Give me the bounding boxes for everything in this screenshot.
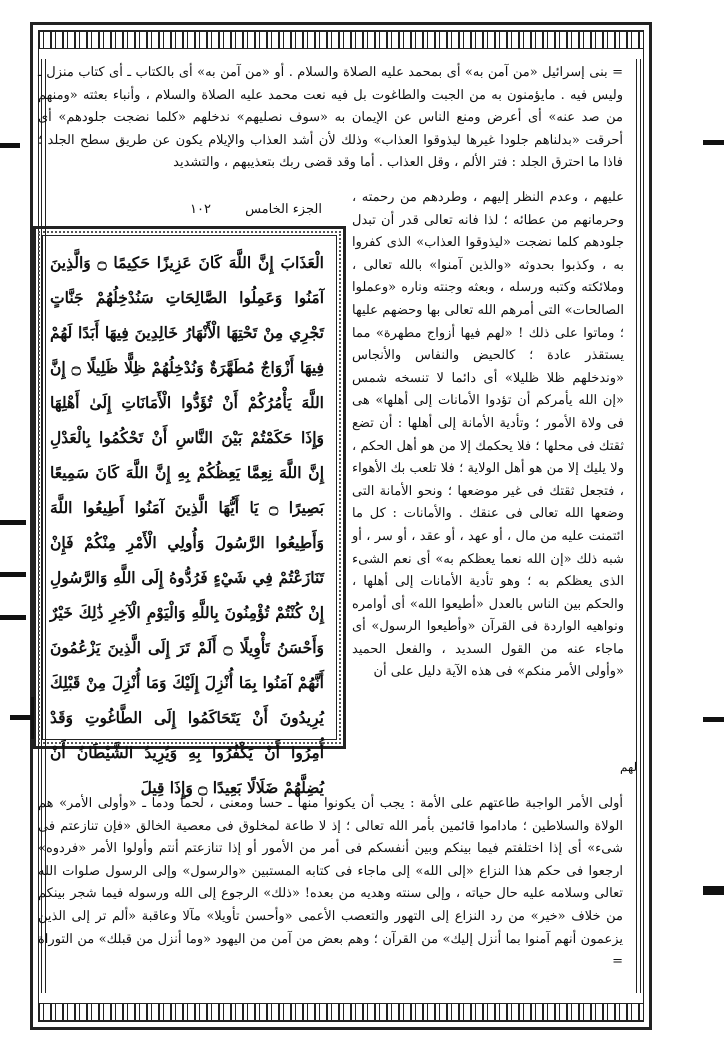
- page-number: ١٠٢: [190, 202, 211, 217]
- margin-marker-2: [0, 520, 26, 525]
- commentary-side: [352, 187, 624, 684]
- margin-marker-6: [703, 717, 724, 722]
- bottom-ornamental-border: [38, 1003, 644, 1021]
- commentary-bottom-text: أولى الأمر الواجبة طاعتهم على الأمة : يجب أن يكونوا منها ـ حسا ومعنى ، لحما ودما ـ «وأولى الأمر» هم الولاة والسلاطين ؛ ماداموا قائمين بأمر الله تعالى ؛ إذ لا طاعة لمخلوق فى معصية الخالق «فإن تنازعتم فى شىء» أى إذا اختلفتم فيما بينكم وبين أنفسكم فى أمر من الأمور أو إذا تنازعتم أنتم وأولوا الأمر «فردوه» ارجعوا فى حكم هذا النزاع «إلى الله» إلى ماجاء فى كتابه المستبين «والرسول» وإلى الرسول صلوات الله تعالى وسلامه عليه حال حياته ، وإلى سنته وهديه من بعده! «ذلك» الرجوع إلى الله ورسوله فيما شجر بينكم من خلاف «خير» من رد النزاع إلى التهور والتعصب الأعمى «وأحسن تأويلا» مآلا وعاقبة «ألم تر إلى الذين يزعمون أنهم آمنوا بما أنزل إليك» من القرآن ؛ وهم بعض من آمن من اليهود «وما أنزل من قبلك» من التوراة =: [38, 796, 623, 970]
- margin-marker-4: [0, 615, 26, 620]
- top-ornamental-border: [38, 31, 644, 49]
- margin-marker-1: [0, 143, 20, 148]
- margin-marker-7: [703, 886, 724, 895]
- margin-note: لهم: [620, 760, 638, 774]
- page-header: [160, 202, 322, 217]
- commentary-top-text: = بنى إسرائيل «من آمن به» أى بمحمد عليه الصلاة والسلام . أو «من آمن به» أى بالكتاب ـ أى كتاب منزل ـ وليس فيه . مايؤمنون به من الجبت والطاغوت بل فيه نعت محمد عليه الصلاة والسلام ، وأنباء بعثته «ومنهم من صد عنه» أى أعرض ومنع الناس عن الإيمان به «سوف نصليهم» ندخلهم «كلما نضجت جلودهم» أى أحرقت «بدلناهم جلودا غيرها ليذوقوا العذاب» وذلك لأن أشد العذاب والإيلام يكون عن طريق سطح الجلد ؛ فاذا ما احترق الجلد : فتر الألم ، وقل العذاب . أما وقد قضى ربك بتعذيبهم ، والتشديد: [38, 65, 623, 171]
- margin-marker-3: [0, 572, 26, 577]
- part-title: الجزء الخامس: [245, 202, 322, 217]
- right-ornamental-border: [636, 59, 641, 993]
- commentary-side-text: عليهم ، وعدم النظر إليهم ، وطردهم من رحمته ، وحرمانهم من عطائه ؛ لذا فانه تعالى قدر أن تبدل جلودهم كلما نضجت «ليذوقوا العذاب» الذى كفروا به ، وكذبوا بحدوثه «والذين آمنوا» بالله تعالى ، وملائكته وكتبه ورسله ، وبعثه وجنته وناره «وعملوا الصالحات» التى أمرهم الله تعالى بها وحضهم عليها ؛ وماتوا على ذلك ! «لهم فيها أزواج مطهرة» مما يستقذر عادة ؛ كالحيض والنفاس والأنجاس «وندخلهم ظلا ظليلا» أى دائما لا تنسخه شمس «إن الله يأمركم أن تؤدوا الأمانات إلى أهلها» هى فى ولاة الأمور ؛ وتأدية الأمانة إلى أهلها : أن تضع ثقتك فى محلها ؛ فلا يحكمك إلا من هو أهل الحكم ، ولا يليك إلا من هو أهل الولاية ؛ فلا تلعب بك الأهواء ، فتجعل ثقتك فى غير موضعها ؛ ونحو الأمانة التى وضعها الله تعالى فى عنقك . والأمانات : كل ما ائتمنت عليه من مال ، أو عهد ، أو عقد ، أو سر ، أو شبه ذلك «إن الله نعما يعظكم به» أى نعم الشىء الذى يعظكم به ؛ وهو تأدية الأمانات إلى أهلها ، والحكم بين الناس بالعدل «أطيعوا الله» أى أوامره ونواهيه الواردة فى القرآن «وأطيعوا الرسول» أى ماجاء عنه من القول السديد ، والفعل الحميد «وأولى الأمر منكم» فى هذه الآية دليل على أن: [352, 190, 624, 680]
- commentary-top: [38, 62, 623, 175]
- quran-verses: الْعَذَابَ إِنَّ اللَّهَ كَانَ عَزِيزًا حَكِيمًا ۝ وَالَّذِينَ آمَنُوا وَعَمِلُوا الصَّالِحَاتِ سَنُدْخِلُهُمْ جَنَّاتٍ تَجْرِي مِنْ تَحْتِهَا الْأَنْهَارُ خَالِدِينَ فِيهَا أَبَدًا لَهُمْ فِيهَا أَزْوَاجٌ مُطَهَّرَةٌ وَنُدْخِلُهُمْ ظِلًّا ظَلِيلًا ۝ إِنَّ اللَّهَ يَأْمُرُكُمْ أَنْ تُؤَدُّوا الْأَمَانَاتِ إِلَىٰ أَهْلِهَا وَإِذَا حَكَمْتُمْ بَيْنَ النَّاسِ أَنْ تَحْكُمُوا بِالْعَدْلِ إِنَّ اللَّهَ نِعِمَّا يَعِظُكُمْ بِهِ إِنَّ اللَّهَ كَانَ سَمِيعًا بَصِيرًا ۝ يَا أَيُّهَا الَّذِينَ آمَنُوا أَطِيعُوا اللَّهَ وَأَطِيعُوا الرَّسُولَ وَأُولِي الْأَمْرِ مِنْكُمْ فَإِنْ تَنَازَعْتُمْ فِي شَيْءٍ فَرُدُّوهُ إِلَى اللَّهِ وَالرَّسُولِ إِنْ كُنْتُمْ تُؤْمِنُونَ بِاللَّهِ وَالْيَوْمِ الْآخِرِ ذَٰلِكَ خَيْرٌ وَأَحْسَنُ تَأْوِيلًا ۝ أَلَمْ تَرَ إِلَى الَّذِينَ يَزْعُمُونَ أَنَّهُمْ آمَنُوا بِمَا أُنْزِلَ إِلَيْكَ وَمَا أُنْزِلَ مِنْ قَبْلِكَ يُرِيدُونَ أَنْ يَتَحَاكَمُوا إِلَى الطَّاغُوتِ وَقَدْ أُمِرُوا أَنْ يَكْفُرُوا بِهِ وَيُرِيدُ الشَّيْطَانُ أَنْ يُضِلَّهُمْ ضَلَالًا بَعِيدًا ۝ وَإِذَا قِيلَ: [50, 253, 324, 797]
- quran-verse-box: [33, 226, 346, 797]
- margin-bracket-marker: [10, 697, 34, 739]
- margin-marker-5: [703, 140, 724, 145]
- commentary-bottom: [38, 793, 623, 974]
